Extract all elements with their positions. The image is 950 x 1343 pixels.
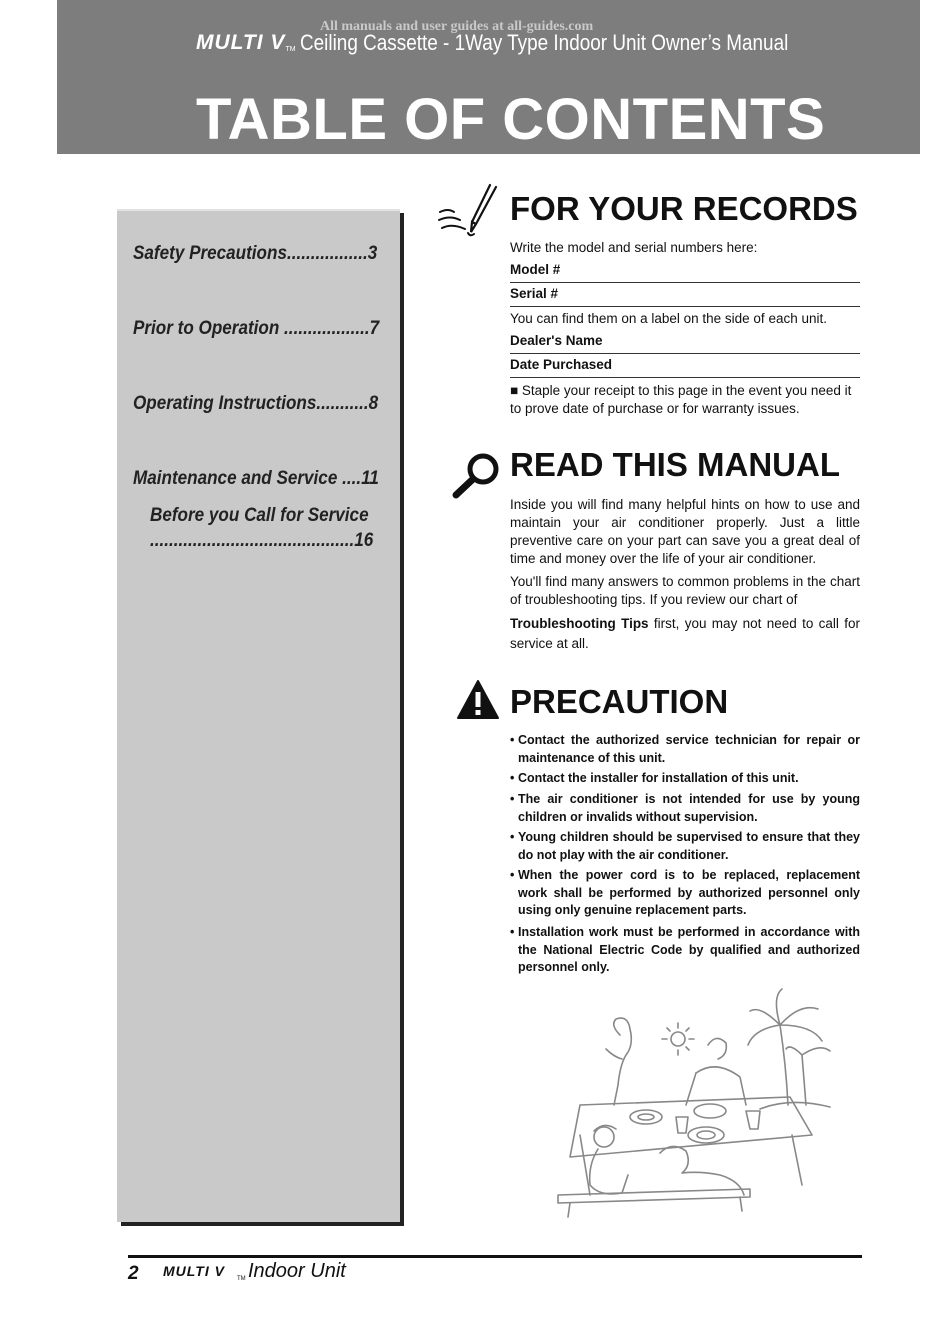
warning-icon: [456, 679, 500, 721]
watermark: All manuals and user guides at all-guides.com: [320, 19, 594, 34]
toc-item-safety[interactable]: Safety Precautions.................3: [133, 243, 378, 264]
troubleshooting-tips-bold: Troubleshooting Tips: [510, 616, 649, 631]
manual-para-2: You'll find many answers to common problems in the chart of troubleshooting tips. If you review our chart of: [510, 574, 860, 607]
section-title-precaution: PRECAUTION: [510, 683, 729, 720]
precaution-item: • Young children should be supervised to ensure that they do not play with the air conditioner.: [510, 830, 860, 862]
precaution-item: • Installation work must be performed in accordance with the National Electric Code by qualified and authorized personnel only.: [510, 925, 860, 974]
page-number: 2: [128, 1263, 139, 1284]
brand-logo: MULTI V: [196, 31, 286, 54]
section-title-manual: READ THIS MANUAL: [510, 446, 840, 483]
bullet-dot: •: [510, 925, 515, 939]
staple-note: ■ Staple your receipt to this page in the event you need it to prove date of purchase or for warranty issues.: [510, 383, 852, 416]
bullet-dot: •: [510, 830, 515, 844]
manual-para-1: Inside you will find many helpful hints on how to use and maintain your air conditioner properly. Just a little preventive care on your part can save you a great deal of time and money over the life of your air conditioner.: [510, 497, 860, 566]
date-field[interactable]: [510, 357, 860, 378]
toc-item-maintenance[interactable]: Maintenance and Service ....11: [133, 468, 379, 489]
manual-subtitle: Ceiling Cassette - 1Way Type Indoor Unit Owner’s Manual: [299, 30, 788, 55]
manual-para-3: [510, 614, 860, 654]
precaution-item: • The air conditioner is not intended for use by young children or invalids without supervision.: [510, 792, 860, 824]
footer-rule: [128, 1255, 862, 1258]
dealer-label: Dealer's Name: [510, 333, 603, 348]
trademark: TM: [285, 46, 296, 54]
precaution-item: • When the power cord is to be replaced, replacement work shall be performed by authorized personnel only using only genuine replacement parts.: [510, 868, 860, 917]
manual-para-3-rest: first, you may not need to call for service at all.: [510, 616, 861, 651]
section-title-records: FOR YOUR RECORDS: [510, 190, 858, 227]
page-title: TABLE OF CONTENTS: [196, 87, 826, 152]
picnic-illustration: [550, 985, 850, 1220]
serial-field[interactable]: [510, 286, 860, 307]
records-intro: Write the model and serial numbers here:: [510, 240, 758, 255]
header-brand-line: [196, 30, 867, 56]
footer-label: Indoor Unit: [248, 1260, 346, 1282]
footer-brand-logo: MULTI V: [163, 1263, 225, 1279]
dealer-field[interactable]: [510, 333, 860, 354]
precaution-item: • Contact the authorized service technician for repair or maintenance of this unit.: [510, 733, 860, 765]
toc-subitem-before-call-page[interactable]: ...........................................16: [150, 530, 374, 551]
toc-item-prior[interactable]: Prior to Operation ..................7: [133, 318, 380, 339]
magnifier-icon: [450, 450, 504, 500]
records-label-note: You can find them on a label on the side of each unit.: [510, 311, 827, 326]
serial-label: Serial #: [510, 286, 559, 301]
bullet-dot: •: [510, 868, 515, 882]
toc-subitem-before-call[interactable]: Before you Call for Service: [150, 505, 369, 526]
footer-trademark: TM: [237, 1276, 246, 1282]
bullet-dot: •: [510, 771, 515, 785]
date-label: Date Purchased: [510, 357, 613, 372]
bullet-dot: •: [510, 792, 515, 806]
model-label: Model #: [510, 262, 561, 277]
pen-icon: [438, 182, 500, 240]
toc-sidebar: [117, 209, 400, 1222]
toc-item-operating[interactable]: Operating Instructions...........8: [133, 393, 379, 414]
precaution-item: • Contact the installer for installation of this unit.: [510, 770, 860, 788]
bullet-dot: •: [510, 733, 515, 747]
model-field[interactable]: [510, 262, 860, 283]
